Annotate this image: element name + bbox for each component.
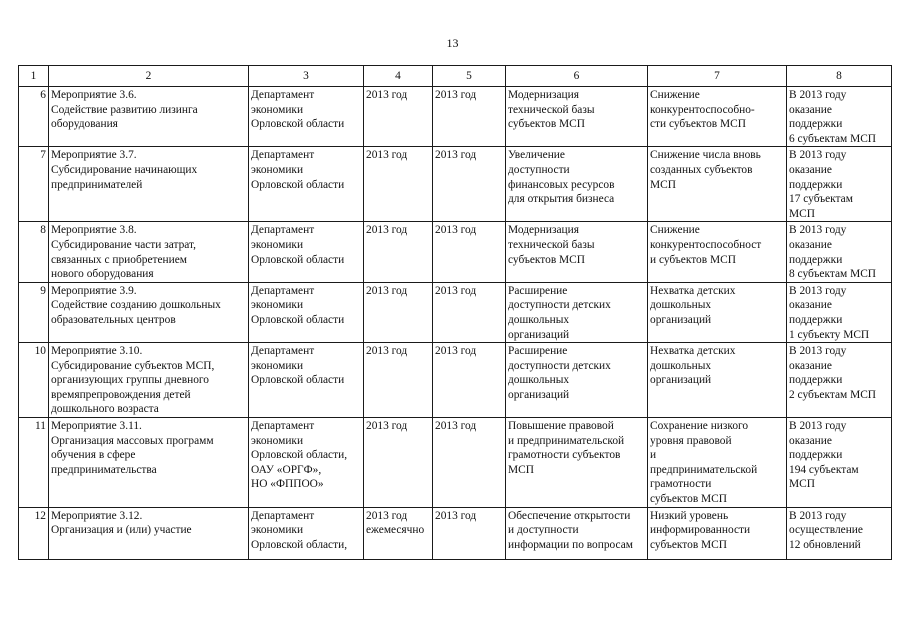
end-date-cell: 2013 год bbox=[433, 282, 506, 342]
indicator-cell: В 2013 году оказание поддержки 17 субъектам МСП bbox=[787, 147, 892, 222]
indicator-cell: В 2013 году оказание поддержки 2 субъектам МСП bbox=[787, 343, 892, 418]
consequence-cell: Снижение числа вновь созданных субъектов МСП bbox=[648, 147, 787, 222]
indicator-cell: В 2013 году оказание поддержки 1 субъекту МСП bbox=[787, 282, 892, 342]
indicator-cell: В 2013 году оказание поддержки 8 субъектам МСП bbox=[787, 222, 892, 282]
expected-result-cell: Обеспечение открытости и доступности информации по вопросам bbox=[506, 507, 648, 559]
row-number: 11 bbox=[19, 418, 49, 508]
header-cell-1: 1 bbox=[19, 66, 49, 87]
row-number: 7 bbox=[19, 147, 49, 222]
end-date-cell: 2013 год bbox=[433, 147, 506, 222]
table-row bbox=[19, 418, 892, 508]
row-number: 10 bbox=[19, 343, 49, 418]
expected-result-cell: Расширение доступности детских дошкольных организаций bbox=[506, 343, 648, 418]
table-row bbox=[19, 507, 892, 559]
end-date-cell: 2013 год bbox=[433, 418, 506, 508]
table-row bbox=[19, 147, 892, 222]
start-date-cell: 2013 год bbox=[364, 418, 433, 508]
end-date-cell: 2013 год bbox=[433, 87, 506, 147]
executor-cell: Департамент экономики Орловской области bbox=[249, 87, 364, 147]
expected-result-cell: Повышение правовой и предпринимательской грамотности субъектов МСП bbox=[506, 418, 648, 508]
end-date-cell: 2013 год bbox=[433, 222, 506, 282]
table-row bbox=[19, 87, 892, 147]
executor-cell: Департамент экономики Орловской области bbox=[249, 147, 364, 222]
start-date-cell: 2013 год ежемесячно bbox=[364, 507, 433, 559]
end-date-cell: 2013 год bbox=[433, 343, 506, 418]
consequence-cell: Низкий уровень информированности субъектов МСП bbox=[648, 507, 787, 559]
consequence-cell: Снижение конкурентоспособно- сти субъектов МСП bbox=[648, 87, 787, 147]
indicator-cell: В 2013 году оказание поддержки 6 субъектам МСП bbox=[787, 87, 892, 147]
start-date-cell: 2013 год bbox=[364, 343, 433, 418]
executor-cell: Департамент экономики Орловской области bbox=[249, 343, 364, 418]
consequence-cell: Сохранение низкого уровня правовой и предпринимательской грамотности субъектов МСП bbox=[648, 418, 787, 508]
expected-result-cell: Расширение доступности детских дошкольных организаций bbox=[506, 282, 648, 342]
start-date-cell: 2013 год bbox=[364, 147, 433, 222]
measure-cell: Мероприятие 3.10. Субсидирование субъектов МСП, организующих группы дневного времяпрепровождения детей дошкольного возраста bbox=[49, 343, 249, 418]
consequence-cell: Нехватка детских дошкольных организаций bbox=[648, 282, 787, 342]
executor-cell: Департамент экономики Орловской области, bbox=[249, 507, 364, 559]
measure-cell: Мероприятие 3.7. Субсидирование начинающих предпринимателей bbox=[49, 147, 249, 222]
expected-result-cell: Модернизация технической базы субъектов МСП bbox=[506, 87, 648, 147]
start-date-cell: 2013 год bbox=[364, 87, 433, 147]
consequence-cell: Нехватка детских дошкольных организаций bbox=[648, 343, 787, 418]
executor-cell: Департамент экономики Орловской области bbox=[249, 282, 364, 342]
row-number: 9 bbox=[19, 282, 49, 342]
table-row bbox=[19, 222, 892, 282]
expected-result-cell: Увеличение доступности финансовых ресурсов для открытия бизнеса bbox=[506, 147, 648, 222]
measures-table bbox=[18, 65, 892, 560]
measure-cell: Мероприятие 3.6. Содействие развитию лизинга оборудования bbox=[49, 87, 249, 147]
end-date-cell: 2013 год bbox=[433, 507, 506, 559]
header-cell-2: 2 bbox=[49, 66, 249, 87]
measure-cell: Мероприятие 3.8. Субсидирование части затрат, связанных с приобретением нового оборудования bbox=[49, 222, 249, 282]
row-number: 8 bbox=[19, 222, 49, 282]
executor-cell: Департамент экономики Орловской области, ОАУ «ОРГФ», НО «ФППОО» bbox=[249, 418, 364, 508]
header-cell-4: 4 bbox=[364, 66, 433, 87]
table-row bbox=[19, 282, 892, 342]
indicator-cell: В 2013 году оказание поддержки 194 субъектам МСП bbox=[787, 418, 892, 508]
measure-cell: Мероприятие 3.11. Организация массовых программ обучения в сфере предпринимательства bbox=[49, 418, 249, 508]
header-cell-6: 6 bbox=[506, 66, 648, 87]
header-cell-7: 7 bbox=[648, 66, 787, 87]
header-cell-5: 5 bbox=[433, 66, 506, 87]
header-cell-8: 8 bbox=[787, 66, 892, 87]
header-row bbox=[19, 66, 892, 87]
consequence-cell: Снижение конкурентоспособност и субъектов МСП bbox=[648, 222, 787, 282]
executor-cell: Департамент экономики Орловской области bbox=[249, 222, 364, 282]
measure-cell: Мероприятие 3.9. Содействие созданию дошкольных образовательных центров bbox=[49, 282, 249, 342]
start-date-cell: 2013 год bbox=[364, 222, 433, 282]
indicator-cell: В 2013 году осуществление 12 обновлений bbox=[787, 507, 892, 559]
table-row bbox=[19, 343, 892, 418]
row-number: 6 bbox=[19, 87, 49, 147]
row-number: 12 bbox=[19, 507, 49, 559]
page-number: 13 bbox=[446, 36, 459, 50]
expected-result-cell: Модернизация технической базы субъектов МСП bbox=[506, 222, 648, 282]
header-cell-3: 3 bbox=[249, 66, 364, 87]
measure-cell: Мероприятие 3.12. Организация и (или) участие bbox=[49, 507, 249, 559]
start-date-cell: 2013 год bbox=[364, 282, 433, 342]
